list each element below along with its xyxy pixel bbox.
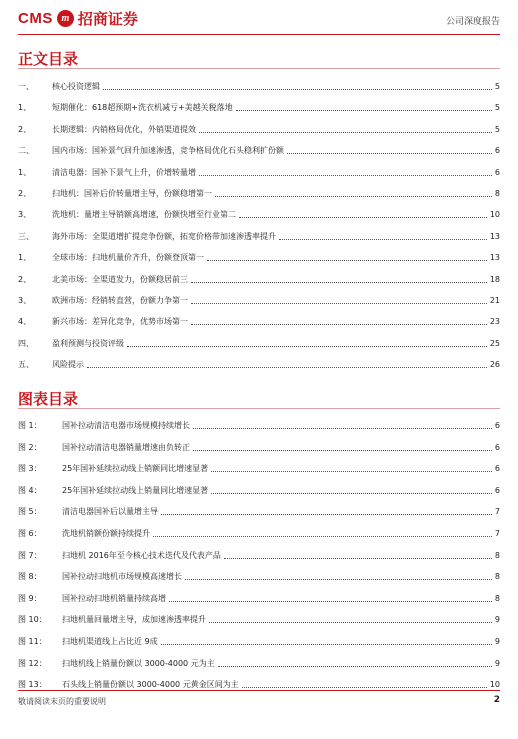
toc-entry[interactable] (18, 249, 500, 263)
toc-entry-number: 四、 (18, 338, 34, 348)
toc-entry-number: 3、 (18, 296, 32, 305)
contents-title: 正文目录 (18, 50, 79, 68)
toc-entry-number: 五、 (18, 360, 34, 370)
toc-entry[interactable] (18, 313, 500, 327)
toc-entry[interactable] (18, 228, 500, 242)
figure-entry-leader (193, 428, 492, 429)
figure-entry-title[interactable]: 25年国补延续拉动线上销额同比增速显著 (62, 464, 209, 474)
toc-entry-page[interactable]: 25 (489, 338, 500, 348)
figure-entry-leader (185, 579, 492, 580)
figure-entry-title[interactable]: 扫地机量回量增主导，成加速渗透率提升 (62, 615, 206, 625)
figure-entry-number: 图 10： (18, 615, 47, 625)
figure-entry[interactable] (18, 568, 500, 582)
toc-entry-title[interactable]: 风险提示 (52, 360, 84, 370)
toc-entry[interactable] (18, 335, 500, 349)
toc-entry-title[interactable]: 短期催化：618超预期+洗衣机减亏+美越关税落地 (52, 103, 233, 113)
figure-entry-page[interactable]: 9 (494, 658, 500, 668)
toc-entry-number: 三、 (18, 231, 34, 241)
figure-entry[interactable] (18, 525, 500, 539)
figure-entry-number: 图 9： (18, 593, 42, 603)
toc-entry-leader (199, 175, 492, 176)
toc-entry-page[interactable]: 13 (489, 253, 500, 263)
figure-entry[interactable] (18, 655, 500, 669)
figure-entry[interactable] (18, 503, 500, 517)
figure-entry-title[interactable]: 扫地机渠道线上占比近 9成 (62, 637, 158, 646)
figure-entry-page[interactable]: 7 (494, 507, 500, 517)
toc-entry-page[interactable]: 23 (489, 317, 500, 327)
toc-entry-page[interactable]: 6 (494, 146, 500, 156)
figure-entry[interactable] (18, 439, 500, 453)
toc-entry-leader (191, 303, 487, 304)
toc-entry[interactable] (18, 206, 500, 220)
toc-entry[interactable] (18, 78, 500, 92)
figure-entry-page[interactable]: 6 (494, 421, 500, 430)
toc-entry[interactable] (18, 99, 500, 113)
figure-entry-page[interactable]: 6 (494, 442, 500, 452)
figure-entry-title[interactable]: 25年国补延续拉动线上销量同比增速显著 (62, 485, 209, 495)
toc-entry[interactable] (18, 356, 500, 370)
toc-entry-title[interactable]: 国内市场：国补景气回升加速渗透，竞争格局优化石头稳利扩份额 (52, 146, 284, 156)
toc-entry-number: 1、 (18, 167, 32, 177)
toc-entry-leader (87, 367, 487, 368)
figure-entry-page[interactable]: 9 (494, 637, 500, 646)
toc-entry-number: 一、 (18, 82, 34, 91)
toc-entry-title[interactable]: 洗地机：量增主导销额高增速，份额快增至行业第二 (52, 210, 236, 220)
toc-entry-title[interactable]: 欧洲市场：经销转直营，份额力争第一 (52, 296, 188, 305)
toc-entry-page[interactable]: 8 (494, 189, 500, 198)
toc-entry-title[interactable]: 长期逻辑：内销格局优化，外销渠道提效 (52, 124, 196, 134)
figure-entry-page[interactable]: 9 (494, 615, 500, 625)
toc-entry-title[interactable]: 全球市场：扫地机量价齐升，份额登顶第一 (52, 253, 204, 263)
toc-entry[interactable] (18, 185, 500, 199)
toc-entry[interactable] (18, 271, 500, 285)
toc-entry-page[interactable]: 5 (494, 103, 500, 113)
figure-entry[interactable] (18, 676, 500, 690)
toc-entry-page[interactable]: 18 (489, 274, 500, 284)
figure-entry-number: 图 5： (18, 507, 42, 517)
toc-entry-number: 1、 (18, 103, 32, 113)
figure-entry-leader (193, 450, 492, 451)
toc-entry-leader (239, 217, 487, 218)
figure-entry-number: 图 13： (18, 680, 47, 690)
toc-entry[interactable] (18, 292, 500, 306)
footer-disclaimer: 敬请阅读末页的重要说明 (18, 697, 106, 706)
page-number: 2 (493, 695, 500, 705)
figure-entry-number: 图 1： (18, 421, 42, 430)
toc-entry-page[interactable]: 5 (494, 124, 500, 134)
logo-chinese: 招商证券 (77, 9, 138, 28)
figure-entry-title[interactable]: 洗地机销额份额持续提升 (62, 529, 150, 538)
figure-entry-number: 图 11： (18, 637, 47, 646)
figure-entry-page[interactable]: 6 (494, 485, 500, 495)
toc-entry-leader (279, 239, 487, 240)
toc-entry-number: 3、 (18, 210, 32, 220)
logo-latin: CMS (18, 9, 53, 27)
report-type-label: 公司深度报告 (445, 17, 500, 27)
toc-entry-number: 二、 (18, 146, 34, 156)
figure-entry-title[interactable]: 国补拉动扫地机销量持续高增 (62, 593, 166, 603)
figure-entry-leader (153, 536, 492, 537)
figure-entry-leader (211, 493, 492, 494)
toc-entry-title[interactable]: 北美市场：全渠道发力，份额稳居前三 (52, 274, 188, 284)
figure-entry-title[interactable]: 扫地机线上销量份额以 3000-4000 元为主 (62, 658, 215, 668)
toc-entry-number: 1、 (18, 253, 32, 263)
logo-mark-icon: m (57, 10, 74, 27)
figure-entry[interactable] (18, 633, 500, 647)
toc-entry-title[interactable]: 海外市场：全渠道增扩提竞争份额，拓宽价格带加速渗透率提升 (52, 231, 276, 241)
figure-entry-title[interactable]: 清洁电器国补后以量增主导 (62, 507, 158, 517)
cms-logo (18, 8, 138, 28)
figure-entry-leader (211, 471, 492, 472)
figure-entry-number: 图 4： (18, 485, 42, 495)
toc-entry[interactable] (18, 121, 500, 135)
toc-entry-leader (103, 89, 492, 90)
figure-entry-number: 图 7： (18, 550, 42, 560)
figure-entry-leader (169, 601, 492, 602)
toc-entry-title[interactable]: 新兴市场：差异化竞争，优势市场第一 (52, 317, 188, 327)
figure-entry-title[interactable]: 扫地机 2016年至今核心技术迭代及代表产品 (62, 550, 221, 560)
figure-entry[interactable] (18, 460, 500, 474)
figure-entry-number: 图 6： (18, 529, 42, 538)
figure-entry-leader (161, 644, 492, 645)
figure-entry-page[interactable]: 8 (494, 593, 500, 603)
toc-entry-title[interactable]: 清洁电器：国补下景气上升，价增转量增 (52, 167, 196, 177)
figure-entry-title[interactable]: 国补拉动扫地机市场规模高速增长 (62, 572, 182, 582)
toc-entry-page[interactable]: 13 (489, 231, 500, 241)
figure-entry-number: 图 8： (18, 572, 42, 582)
toc-entry-page[interactable]: 26 (489, 360, 500, 370)
toc-entry-page[interactable]: 21 (489, 296, 500, 305)
contents-title-divider (18, 68, 500, 69)
toc-entry-leader (287, 153, 492, 154)
figure-entry-leader (242, 687, 487, 688)
figure-entry-number: 图 12： (18, 658, 47, 668)
figure-entry-title[interactable]: 国补拉动清洁电器市场规模持续增长 (62, 421, 190, 430)
figure-entry[interactable] (18, 590, 500, 604)
toc-entry-leader (207, 260, 487, 261)
toc-entry[interactable] (18, 164, 500, 178)
figure-entry[interactable] (18, 417, 500, 431)
figure-entry-page[interactable]: 6 (494, 464, 500, 474)
toc-entry-number: 2、 (18, 274, 32, 284)
figures-title-divider (18, 408, 500, 409)
figure-entry-leader (224, 558, 492, 559)
toc-entry-page[interactable]: 6 (494, 167, 500, 177)
toc-entry-title[interactable]: 核心投资逻辑 (52, 82, 100, 91)
toc-entry-leader (199, 132, 492, 133)
toc-entry-title[interactable]: 盈利预测与投资评级 (52, 338, 124, 348)
toc-entry[interactable] (18, 142, 500, 156)
toc-entry-number: 4、 (18, 317, 32, 327)
figure-entry[interactable] (18, 547, 500, 561)
figure-entry-number: 图 3： (18, 464, 42, 474)
toc-entry-leader (236, 110, 492, 111)
figure-entry-leader (161, 514, 492, 515)
toc-entry-leader (191, 324, 487, 325)
toc-entry-title[interactable]: 扫地机：国补后价转量增主导，份额稳增第一 (52, 189, 212, 198)
page-header (0, 0, 518, 32)
toc-entry-leader (191, 282, 487, 283)
figure-entry-page[interactable]: 8 (494, 550, 500, 560)
figure-entry-title[interactable]: 石头线上销量份额以 3000-4000 元黄金区间为主 (62, 680, 239, 690)
figures-title: 图表目录 (18, 390, 79, 408)
toc-entry-leader (215, 196, 492, 197)
figure-entry-number: 图 2： (18, 442, 42, 452)
toc-entry-leader (127, 346, 487, 347)
figure-entry[interactable] (18, 482, 500, 496)
toc-entry-number: 2、 (18, 124, 32, 134)
header-divider (18, 34, 500, 35)
figure-entry-leader (218, 666, 492, 667)
toc-entry-page[interactable]: 5 (494, 82, 500, 91)
figure-entry-page[interactable]: 7 (494, 529, 500, 538)
figure-entry[interactable] (18, 611, 500, 625)
figure-entry-title[interactable]: 国补拉动清洁电器销量增速由负转正 (62, 442, 190, 452)
footer-divider (18, 690, 500, 691)
figure-entry-page[interactable]: 10 (489, 680, 500, 690)
figure-entry-leader (209, 622, 492, 623)
toc-entry-number: 2、 (18, 189, 32, 198)
figure-entry-page[interactable]: 8 (494, 572, 500, 582)
toc-entry-page[interactable]: 10 (489, 210, 500, 220)
